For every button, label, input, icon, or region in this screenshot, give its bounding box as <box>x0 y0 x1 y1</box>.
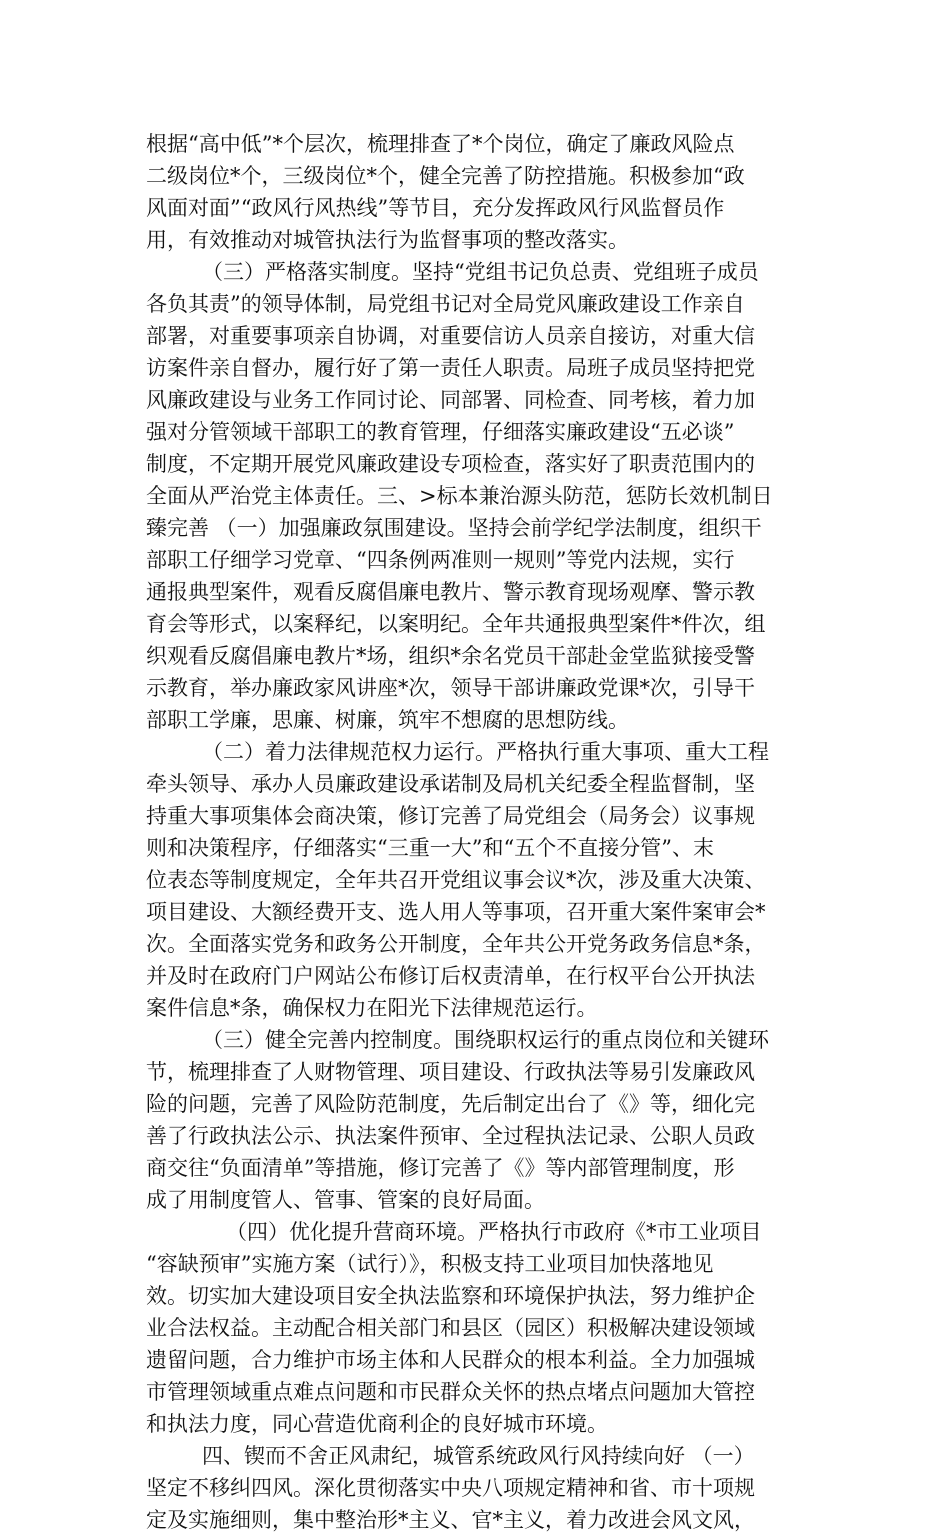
text-line: 险的问题，完善了风险防范制度，先后制定出台了《》等，细化完 <box>146 1092 755 1116</box>
text-line: 育会等形式，以案释纪，以案明纪。全年共通报典型案件*件次，组 <box>146 612 766 636</box>
text-line: 业合法权益。主动配合相关部门和县区（园区）积极解决建设领域 <box>146 1316 755 1340</box>
text-line: 和执法力度，同心营造优商利企的良好城市环境。 <box>146 1412 608 1436</box>
text-line: 示教育，举办廉政家风讲座*次，领导干部讲廉政党课*次，引导干 <box>146 676 755 700</box>
text-line: 风面对面”“政风行风热线”等节目，充分发挥政风行风监督员作 <box>146 196 725 220</box>
text-line: 部职工学廉，思廉、树廉，筑牢不想腐的思想防线。 <box>146 708 629 732</box>
text-line: 善了行政执法公示、执法案件预审、全过程执法记录、公职人员政 <box>146 1124 755 1148</box>
text-line: 部职工仔细学习党章、“四条例两准则一规则”等党内法规，实行 <box>146 548 735 572</box>
text-line: 节，梳理排查了人财物管理、项目建设、行政执法等易引发廉政风 <box>146 1060 755 1084</box>
paragraph-start-line: （三）健全完善内控制度。围绕职权运行的重点岗位和关键环 <box>202 1028 769 1052</box>
paragraph-start-line: （四）优化提升营商环境。严格执行市政府《*市工业项目 <box>226 1220 762 1244</box>
text-line: 持重大事项集体会商决策，修订完善了局党组会（局务会）议事规 <box>146 804 755 828</box>
text-line: 牵头领导、承办人员廉政建设承诺制及局机关纪委全程监督制，坚 <box>146 772 755 796</box>
text-line: “容缺预审”实施方案（试行）》，积极支持工业项目加快落地见 <box>146 1252 714 1276</box>
text-line: 效。切实加大建设项目安全执法监察和环境保护执法，努力维护企 <box>146 1284 755 1308</box>
text-line: 遗留问题，合力维护市场主体和人民群众的根本利益。全力加强城 <box>146 1348 755 1372</box>
paragraph-start-line: 四、锲而不舍正风肃纪，城管系统政风行风持续向好 （一） <box>202 1444 755 1468</box>
text-line: 访案件亲自督办，履行好了第一责任人职责。局班子成员坚持把党 <box>146 356 755 380</box>
text-line: 商交往“负面清单”等措施，修订完善了《》等内部管理制度，形 <box>146 1156 735 1180</box>
text-line: 各负其责”的领导体制，局党组书记对全局党风廉政建设工作亲自 <box>146 292 745 316</box>
text-line: 臻完善 （一）加强廉政氛围建设。坚持会前学纪学法制度，组织干 <box>146 516 762 540</box>
text-line: 二级岗位*个，三级岗位*个，健全完善了防控措施。积极参加“政 <box>146 164 745 188</box>
text-line: 市管理领域重点难点问题和市民群众关怀的热点堵点问题加大管控 <box>146 1380 755 1404</box>
text-line: 定及实施细则，集中整治形*主义、官*主义，着力改进会风文风， <box>146 1508 755 1532</box>
document-body <box>146 128 810 1536</box>
text-line: 项目建设、大额经费开支、选人用人等事项，召开重大案件案审会* <box>146 900 766 924</box>
text-line: 风廉政建设与业务工作同讨论、同部署、同检查、同考核，着力加 <box>146 388 755 412</box>
text-line: 次。全面落实党务和政务公开制度，全年共公开党务政务信息*条， <box>146 932 766 956</box>
text-line: 案件信息*条，确保权力在阳光下法律规范运行。 <box>146 996 598 1020</box>
text-line: 全面从严治党主体责任。三、>标本兼治源头防范，惩防长效机制日 <box>146 484 773 508</box>
text-line: 则和决策程序，仔细落实“三重一大”和“五个不直接分管”、末 <box>146 836 714 860</box>
text-line: 织观看反腐倡廉电教片*场，组织*余名党员干部赴金堂监狱接受警 <box>146 644 755 668</box>
text-line: 成了用制度管人、管事、管案的良好局面。 <box>146 1188 545 1212</box>
text-line: 用，有效推动对城管执法行为监督事项的整改落实。 <box>146 228 629 252</box>
paragraph-start-line: （三）严格落实制度。坚持“党组书记负总责、党组班子成员 <box>202 260 759 284</box>
text-line: 并及时在政府门户网站公布修订后权责清单，在行权平台公开执法 <box>146 964 755 988</box>
text-line: 坚定不移纠四风。深化贯彻落实中央八项规定精神和省、市十项规 <box>146 1476 755 1500</box>
text-line: 制度，不定期开展党风廉政建设专项检查，落实好了职责范围内的 <box>146 452 755 476</box>
text-line: 根据“高中低”*个层次，梳理排查了*个岗位，确定了廉政风险点 <box>146 132 735 156</box>
text-line: 位表态等制度规定，全年共召开党组议事会议*次，涉及重大决策、 <box>146 868 766 892</box>
paragraph-start-line: （二）着力法律规范权力运行。严格执行重大事项、重大工程 <box>202 740 769 764</box>
text-line: 通报典型案件，观看反腐倡廉电教片、警示教育现场观摩、警示教 <box>146 580 755 604</box>
text-line: 强对分管领域干部职工的教育管理，仔细落实廉政建设“五必谈” <box>146 420 735 444</box>
text-line: 部署，对重要事项亲自协调，对重要信访人员亲自接访，对重大信 <box>146 324 755 348</box>
